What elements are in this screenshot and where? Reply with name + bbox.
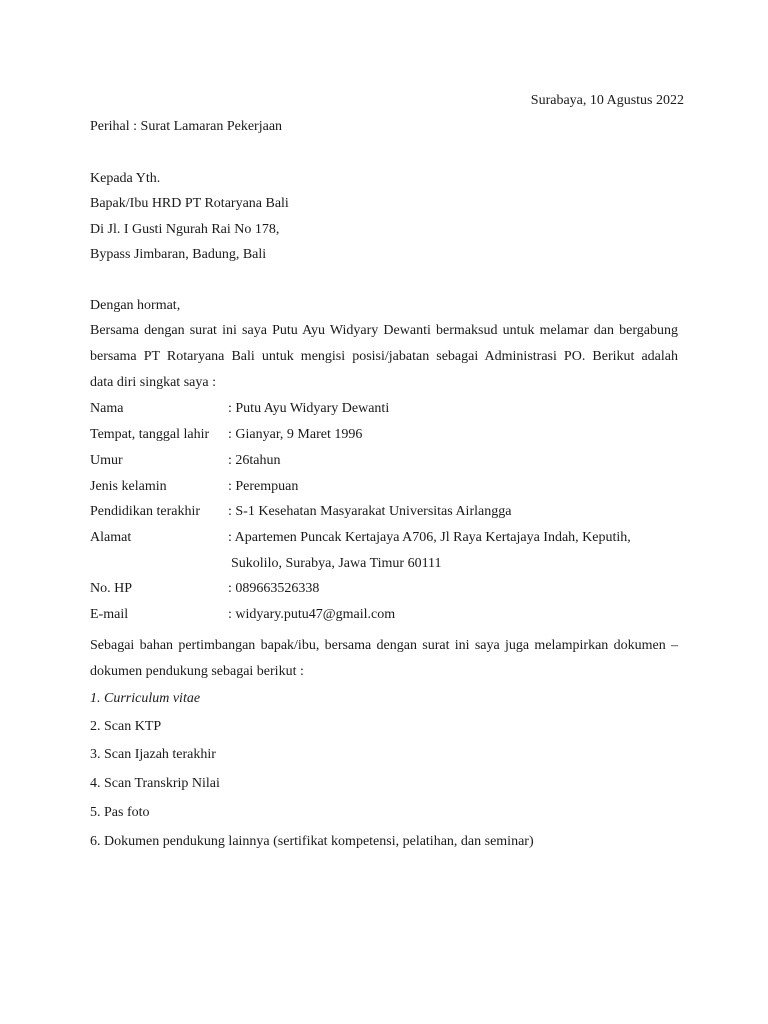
data-label: Jenis kelamin	[90, 479, 167, 494]
data-value: : Apartemen Puncak Kertajaya A706, Jl Raya Kertajaya Indah, Keputih,	[228, 530, 631, 545]
data-value: : Gianyar, 9 Maret 1996	[228, 427, 363, 442]
data-label: Pendidikan terakhir	[90, 504, 201, 519]
data-label: Nama	[90, 401, 124, 416]
opening-line-2: bersama PT Rotaryana Bali untuk mengisi posisi/jabatan sebagai Administrasi PO. Berikut adalah	[90, 349, 678, 364]
document-list-item: 5. Pas foto	[90, 805, 150, 820]
document-list-item: 4. Scan Transkrip Nilai	[90, 776, 220, 791]
opening-line-3: data diri singkat saya :	[90, 375, 216, 390]
attachment-intro-line-2: dokumen pendukung sebagai berikut :	[90, 664, 304, 679]
data-label: Umur	[90, 453, 123, 468]
data-value: : S-1 Kesehatan Masyarakat Universitas Airlangga	[228, 504, 512, 519]
data-value-continued: Sukolilo, Surabya, Jawa Timur 60111	[231, 556, 442, 571]
opening-line-1: Bersama dengan surat ini saya Putu Ayu Widyary Dewanti bermaksud untuk melamar dan bergabung	[90, 323, 678, 338]
attachment-intro-line-1: Sebagai bahan pertimbangan bapak/ibu, bersama dengan surat ini saya juga melampirkan dokumen –	[90, 638, 678, 653]
data-value: : Putu Ayu Widyary Dewanti	[228, 401, 390, 416]
data-value: : widyary.putu47@gmail.com	[228, 607, 396, 622]
recipient-line-2: Bapak/Ibu HRD PT Rotaryana Bali	[90, 196, 289, 211]
data-label: E-mail	[90, 607, 129, 622]
document-list-item: 3. Scan Ijazah terakhir	[90, 747, 216, 762]
data-value: : 26tahun	[228, 453, 281, 468]
data-label: No. HP	[90, 581, 133, 596]
data-value: : Perempuan	[228, 479, 299, 494]
recipient-line-1: Kepada Yth.	[90, 171, 161, 186]
document-list-item: 2. Scan KTP	[90, 719, 162, 734]
recipient-line-4: Bypass Jimbaran, Badung, Bali	[90, 247, 267, 262]
document-list-item: 1. Curriculum vitae	[90, 691, 201, 706]
data-label: Tempat, tanggal lahir	[90, 427, 210, 442]
data-label: Alamat	[90, 530, 132, 545]
place-date: Surabaya, 10 Agustus 2022	[530, 93, 684, 108]
document-list-item: 6. Dokumen pendukung lainnya (sertifikat kompetensi, pelatihan, dan seminar)	[90, 834, 534, 849]
greeting: Dengan hormat,	[90, 298, 181, 313]
recipient-line-3: Di Jl. I Gusti Ngurah Rai No 178,	[90, 222, 280, 237]
data-value: : 089663526338	[228, 581, 320, 596]
subject-line: Perihal : Surat Lamaran Pekerjaan	[90, 119, 283, 134]
